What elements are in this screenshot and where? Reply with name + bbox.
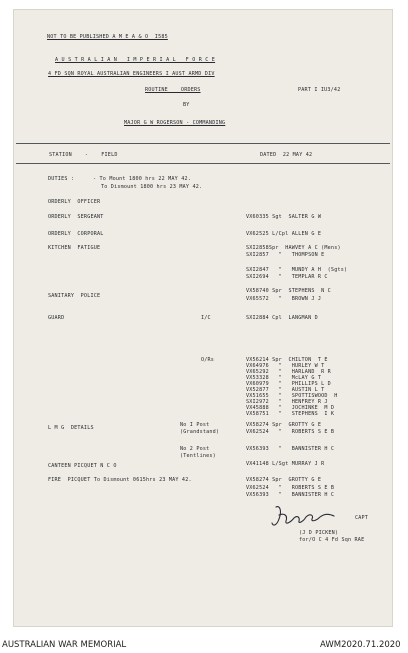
row-value: VX58740 Spr STEPHENS N C bbox=[246, 288, 331, 294]
row-value: VX62525 L/Cpl ALLEN G E bbox=[246, 231, 322, 237]
row-label: FIRE PICQUET To Dismount 0615hrs 23 MAY 42. bbox=[48, 477, 192, 483]
signature-for: for/O C 4 Fd Sqn RAE bbox=[299, 537, 365, 543]
dated-line: DATED 22 MAY 42 bbox=[260, 152, 313, 158]
list-item: VX58751 " STEPHENS I K bbox=[246, 411, 335, 417]
row-value: VX65572 " BROWN J J bbox=[246, 296, 322, 302]
distribution-note: NOT TO BE PUBLISHED A M E A & O I585 bbox=[47, 34, 168, 40]
row-label: SANITARY POLICE bbox=[48, 293, 101, 299]
row-value: VX41148 L/Sgt MURRAY J R bbox=[246, 461, 325, 467]
duties-dismount: To Dismount 1800 hrs 23 MAY 42. bbox=[101, 184, 203, 190]
duties-label: DUTIES : bbox=[48, 176, 75, 182]
list-item: VX64976 " HURLEY W T bbox=[246, 363, 325, 369]
divider bbox=[16, 163, 390, 164]
commander-line: MAJOR G W ROGERSON - COMMANDING bbox=[124, 120, 226, 126]
row-label: GUARD bbox=[48, 315, 65, 321]
row-value: VX62524 " ROBERTS S E B bbox=[246, 429, 335, 435]
list-item: VX53328 " McLAY G T bbox=[246, 375, 322, 381]
row-sublabel: (Tentlines) bbox=[180, 453, 216, 459]
guard-list bbox=[246, 357, 337, 417]
list-item: VX56214 Spr CHILTON T E bbox=[246, 357, 328, 363]
row-value: VX56393 " BANNISTER H C bbox=[246, 446, 335, 452]
row-value: VX60335 Sgt SALTER G W bbox=[246, 214, 322, 220]
row-value: VX58274 Spr GROTTY G E bbox=[246, 422, 322, 428]
row-value: VX62524 " ROBERTS S E B bbox=[246, 485, 335, 491]
divider bbox=[16, 143, 390, 144]
row-label: ORDERLY SERGEANT bbox=[48, 214, 104, 220]
orders-title: ROUTINE ORDERS bbox=[145, 87, 201, 93]
row-label: L M G DETAILS bbox=[48, 425, 94, 431]
list-item: VX65292 " HARLAND R R bbox=[246, 369, 331, 375]
row-label: ORDERLY CORPORAL bbox=[48, 231, 104, 237]
row-value: SXI2884 Cpl LANGMAN D bbox=[246, 315, 318, 321]
row-sublabel: (Grandstand) bbox=[180, 429, 220, 435]
row-value: SXI2858Spr HAWVEY A C (Mens) bbox=[246, 245, 341, 251]
by-label: BY bbox=[183, 102, 190, 108]
row-value: VX56393 " BANNISTER H C bbox=[246, 492, 335, 498]
list-item: VX60979 " PHILLIPS L D bbox=[246, 381, 331, 387]
row-sublabel: I/C bbox=[201, 315, 211, 321]
footer-accession: AWM2020.71.2020 bbox=[320, 640, 401, 650]
row-label: CANTEEN PICQUET N C O bbox=[48, 463, 117, 469]
row-sublabel: O/Rs bbox=[201, 357, 215, 363]
row-value: SXI2694 " TEMPLAR R C bbox=[246, 274, 328, 280]
row-value: SXI2857 " THOMPSON E bbox=[246, 252, 325, 258]
force-title: A U S T R A L I A N I M P E R I A L F O R C E bbox=[55, 57, 216, 63]
list-item: VX52877 " AUSTIN L T bbox=[246, 387, 325, 393]
row-label: KITCHEN FATIGUE bbox=[48, 245, 101, 251]
row-label: ORDERLY OFFICER bbox=[48, 199, 101, 205]
signature-rank: CAPT bbox=[355, 515, 369, 521]
row-value: VX58274 Spr GROTTY G E bbox=[246, 477, 322, 483]
list-item: VX51655 " SPOTTISWOOD H bbox=[246, 393, 338, 399]
station-line: STATION - FIELD bbox=[49, 152, 118, 158]
signature-image bbox=[270, 503, 340, 531]
row-sublabel: No I Post bbox=[180, 422, 210, 428]
list-item: SXI2972 " HENFREY R J bbox=[246, 399, 328, 405]
footer-source: AUSTRALIAN WAR MEMORIAL bbox=[2, 640, 127, 650]
row-sublabel: No 2 Post bbox=[180, 446, 210, 452]
unit-title: 4 FD SQN ROYAL AUSTRALIAN ENGINEERS I AUST ARMD DIV bbox=[48, 71, 215, 77]
row-value: SXI2847 " MUNDY A H (Sgts) bbox=[246, 267, 348, 273]
signature-name: (J D PICKEN) bbox=[299, 530, 339, 536]
duties-mount: - To Mount 1800 hrs 22 MAY 42. bbox=[93, 176, 192, 182]
list-item: VX45888 " JOCHINKE M D bbox=[246, 405, 335, 411]
part-number: PART I IU3/42 bbox=[298, 87, 341, 93]
